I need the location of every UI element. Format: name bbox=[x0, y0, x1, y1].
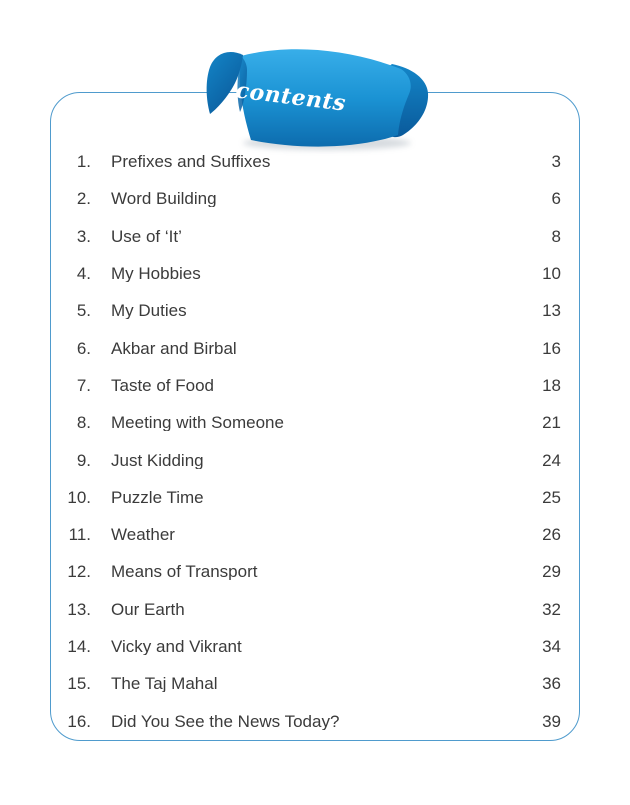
toc-item-page: 36 bbox=[542, 674, 561, 694]
toc-item-title: Just Kidding bbox=[111, 451, 204, 469]
toc-item-number: 2. bbox=[76, 189, 91, 209]
toc-item-number: 11. bbox=[68, 525, 91, 545]
toc-item-number: 15. bbox=[67, 674, 91, 694]
toc-item-page: 16 bbox=[542, 338, 561, 358]
toc-item-title: Use of ‘It’ bbox=[111, 227, 182, 245]
toc-item-number: 16. bbox=[67, 711, 91, 731]
toc-item-page: 13 bbox=[542, 301, 561, 321]
toc-row bbox=[51, 367, 579, 404]
toc-row bbox=[51, 441, 579, 478]
toc-item-title: Vicky and Vikrant bbox=[111, 638, 242, 655]
toc-row bbox=[51, 516, 579, 553]
toc-item-title: Did You See the News Today? bbox=[111, 712, 340, 730]
toc-item-title: Akbar and Birbal bbox=[111, 339, 237, 357]
toc-item-title: Weather bbox=[111, 526, 175, 544]
toc-item-number: 5. bbox=[76, 301, 91, 321]
toc-item-title: My Hobbies bbox=[111, 265, 201, 283]
toc-row bbox=[51, 329, 579, 366]
toc-item-title: My Duties bbox=[111, 302, 187, 320]
toc-item-page: 39 bbox=[542, 711, 561, 731]
toc-row bbox=[51, 628, 579, 665]
toc-item-title: The Taj Mahal bbox=[111, 675, 218, 693]
toc-row bbox=[51, 292, 579, 329]
toc-item-page: 26 bbox=[542, 525, 561, 545]
toc-item-number: 13. bbox=[67, 599, 91, 619]
toc-row bbox=[51, 665, 579, 702]
toc-row bbox=[51, 553, 579, 590]
toc-item-number: 4. bbox=[76, 264, 91, 284]
toc-row bbox=[51, 255, 579, 292]
toc-item-page: 3 bbox=[551, 152, 561, 172]
toc-item-number: 1. bbox=[76, 152, 91, 172]
toc-item-page: 18 bbox=[542, 375, 561, 395]
toc-item-page: 29 bbox=[542, 562, 561, 582]
contents-box bbox=[50, 92, 580, 741]
toc-item-title: Our Earth bbox=[111, 600, 185, 618]
toc-row bbox=[51, 591, 579, 628]
toc-item-number: 12. bbox=[67, 562, 91, 582]
toc-item-number: 8. bbox=[76, 413, 91, 433]
toc-item-number: 3. bbox=[76, 226, 91, 246]
contents-list bbox=[51, 143, 579, 740]
toc-item-number: 9. bbox=[76, 450, 91, 470]
toc-item-page: 10 bbox=[542, 264, 561, 284]
toc-row bbox=[51, 180, 579, 217]
toc-item-page: 8 bbox=[551, 226, 561, 246]
toc-item-page: 6 bbox=[551, 189, 561, 209]
toc-item-page: 24 bbox=[542, 450, 561, 470]
toc-row bbox=[51, 218, 579, 255]
toc-item-number: 6. bbox=[76, 338, 91, 358]
toc-row bbox=[51, 404, 579, 441]
toc-row bbox=[51, 479, 579, 516]
toc-item-page: 25 bbox=[542, 487, 561, 507]
toc-item-number: 14. bbox=[67, 637, 91, 656]
toc-item-title: Meeting with Someone bbox=[111, 414, 284, 432]
contents-ribbon bbox=[197, 44, 437, 154]
toc-item-title: Taste of Food bbox=[111, 376, 215, 394]
toc-item-title: Prefixes and Suffixes bbox=[111, 153, 271, 171]
ribbon-title: contents bbox=[234, 77, 348, 117]
toc-item-page: 21 bbox=[542, 413, 561, 433]
toc-item-page: 34 bbox=[542, 637, 561, 656]
toc-item-title: Word Building bbox=[111, 190, 217, 208]
toc-item-number: 7. bbox=[76, 375, 91, 395]
toc-item-title: Means of Transport bbox=[111, 563, 258, 581]
toc-item-number: 10. bbox=[67, 487, 91, 507]
toc-item-title: Puzzle Time bbox=[111, 488, 204, 506]
toc-item-page: 32 bbox=[542, 599, 561, 619]
toc-row bbox=[51, 702, 579, 739]
